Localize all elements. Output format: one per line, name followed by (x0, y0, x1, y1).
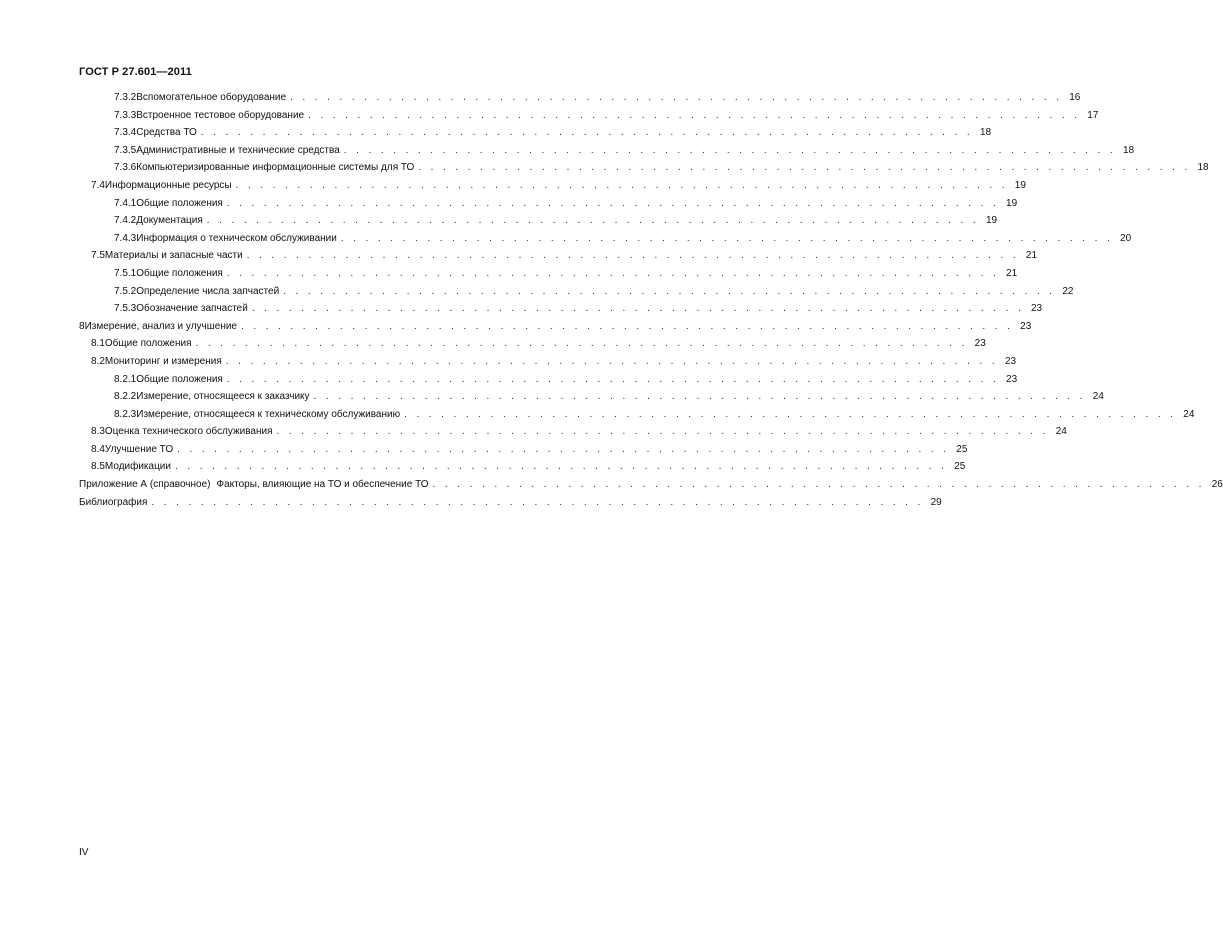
toc-entry[interactable] (79, 162, 1209, 180)
toc-entry-page: 24 (1092, 391, 1104, 403)
toc-entry[interactable] (79, 215, 998, 233)
toc-entry-title: Оценка технического обслуживания (104, 426, 273, 438)
toc-entry[interactable] (79, 250, 1038, 268)
toc-entry-number: 7.5.3 (114, 303, 137, 315)
toc-entry-number: 8.1 (91, 338, 105, 350)
toc-entry-number: 7.4.1 (114, 197, 137, 209)
toc-entry-page: 23 (974, 338, 986, 350)
toc-entry-title: Материалы и запасные части (104, 250, 243, 262)
toc-entry-page: 20 (1120, 232, 1132, 244)
toc-leader-dots: . . . . . . . . . . . . . . . . . . . . . . . . . . . . . . . . . . . . . . . . . . . . . . . . . . . . . . . . . . . . . . . (418, 162, 1191, 174)
toc-entry-number: 7.3.4 (114, 127, 137, 139)
toc-entry[interactable] (79, 197, 1018, 216)
toc-entry-title: Общие положения (136, 197, 223, 209)
toc-leader-dots: . . . . . . . . . . . . . . . . . . . . . . . . . . . . . . . . . . . . . . . . . . . . . . . . . . . . . . . . . . . . . . . (283, 285, 1056, 297)
toc-entry-number: Приложение А (справочное) (79, 479, 211, 491)
toc-entry[interactable] (79, 443, 968, 462)
toc-entry-title: Вспомогательное оборудование (136, 92, 287, 103)
toc-entry-title: Информационные ресурсы (104, 179, 232, 191)
toc-entry-title: Измерение, относящееся к заказчику (136, 391, 310, 403)
toc-entry-title: Средства ТО (136, 127, 197, 139)
toc-entry-page: 21 (1006, 267, 1018, 279)
toc-entry-title: Документация (136, 215, 203, 227)
toc-entry-title: Факторы, влияющие на ТО и обеспечение ТО (216, 479, 429, 491)
toc-entry-page: 19 (1006, 197, 1018, 209)
toc-entry[interactable] (79, 479, 1223, 497)
toc-entry[interactable] (79, 338, 986, 356)
toc-entry-page: 18 (1122, 144, 1135, 156)
toc-entry-page: 23 (1020, 320, 1032, 332)
toc-leader-dots: . . . . . . . . . . . . . . . . . . . . . . . . . . . . . . . . . . . . . . . . . . . . . . . . . . . . . . . . . . . . . . . (308, 109, 1081, 121)
toc-entry[interactable] (79, 303, 1043, 321)
toc-leader-dots: . . . . . . . . . . . . . . . . . . . . . . . . . . . . . . . . . . . . . . . . . . . . . . . . . . . . . . . . . . . . . . . (195, 338, 968, 350)
toc-entry-number: 8.2 (91, 355, 105, 367)
toc-entry-title: Компьютеризированные информационные системы для ТО (136, 162, 415, 174)
toc-entry-title: Определение числа запчастей (136, 285, 280, 297)
toc-entry-title: Встроенное тестовое оборудование (136, 109, 305, 121)
toc-entry-number: 8.2.1 (114, 373, 137, 385)
toc-leader-dots: . . . . . . . . . . . . . . . . . . . . . . . . . . . . . . . . . . . . . . . . . . . . . . . . . . . . . . . . . . . . . . . (241, 320, 1014, 332)
toc-entry-page: 23 (1004, 355, 1017, 367)
toc-entry-page: 24 (1055, 426, 1067, 438)
toc-entry-title: Общие положения (104, 338, 192, 350)
toc-entry-number: 7.5.2 (114, 285, 137, 297)
toc-entry-title: Информация о техническом обслуживании (136, 232, 337, 244)
toc-entry[interactable] (79, 426, 1067, 444)
toc-leader-dots: . . . . . . . . . . . . . . . . . . . . . . . . . . . . . . . . . . . . . . . . . . . . . . . . . . . . . . . . . . . . . . . (226, 197, 1000, 209)
toc-leader-dots: . . . . . . . . . . . . . . . . . . . . . . . . . . . . . . . . . . . . . . . . . . . . . . . . . . . . . . . . . . . . . . . (313, 391, 1086, 403)
toc-entry-number: 7.3.2 (114, 92, 137, 103)
toc-entry[interactable] (79, 391, 1104, 409)
toc-entry-number: 7.5.1 (114, 267, 137, 279)
toc-entry[interactable] (79, 179, 1026, 198)
toc-entry-title: Общие положения (136, 373, 223, 385)
toc-leader-dots: . . . . . . . . . . . . . . . . . . . . . . . . . . . . . . . . . . . . . . . . . . . . . . . . . . . . . . . . . . . . . . . (246, 250, 1020, 262)
toc-entry-page: 16 (1069, 92, 1081, 103)
toc-leader-dots: . . . . . . . . . . . . . . . . . . . . . . . . . . . . . . . . . . . . . . . . . . . . . . . . . . . . . . . . . . . . . . . (290, 92, 1063, 103)
toc-entry-page: 21 (1025, 250, 1038, 262)
toc-entry-title: Измерение, анализ и улучшение (84, 320, 237, 332)
page-number-footer: IV (79, 847, 89, 858)
toc-entry-number: 7.3.5 (114, 144, 137, 156)
toc-entry[interactable] (79, 232, 1132, 251)
table-of-contents (79, 92, 1223, 514)
toc-entry-number: 7.4.2 (114, 215, 137, 227)
toc-entry-number: 7.5 (91, 250, 105, 262)
toc-entry-number: 7.4 (91, 179, 105, 191)
toc-leader-dots: . . . . . . . . . . . . . . . . . . . . . . . . . . . . . . . . . . . . . . . . . . . . . . . . . . . . . . . . . . . . . . . (432, 479, 1205, 491)
toc-entry-title: Обозначение запчастей (136, 303, 248, 315)
toc-entry-page: 22 (1062, 285, 1074, 297)
toc-entry-page: 19 (985, 215, 998, 227)
toc-entry[interactable] (79, 355, 1017, 374)
toc-entry-number: 7.4.3 (114, 232, 137, 244)
toc-entry-page: 18 (1197, 162, 1209, 174)
toc-entry[interactable] (79, 461, 966, 479)
toc-entry[interactable] (79, 92, 1081, 110)
toc-entry-title: Общие положения (136, 267, 223, 279)
toc-entry-title: Улучшение ТО (104, 443, 174, 455)
toc-entry-page: 24 (1183, 408, 1195, 420)
toc-entry-number: 8.4 (91, 443, 105, 455)
toc-entry[interactable] (79, 127, 992, 145)
toc-entry-page: 19 (1014, 179, 1026, 191)
toc-entry[interactable] (79, 144, 1135, 163)
toc-leader-dots: . . . . . . . . . . . . . . . . . . . . . . . . . . . . . . . . . . . . . . . . . . . . . . . . . . . . . . . . . . . . . . . (200, 127, 974, 139)
toc-leader-dots: . . . . . . . . . . . . . . . . . . . . . . . . . . . . . . . . . . . . . . . . . . . . . . . . . . . . . . . . . . . . . . . (226, 267, 1000, 279)
toc-entry-number: 7.3.6 (114, 162, 137, 174)
toc-leader-dots: . . . . . . . . . . . . . . . . . . . . . . . . . . . . . . . . . . . . . . . . . . . . . . . . . . . . . . . . . . . . . . . (251, 303, 1025, 315)
toc-entry-page: 18 (979, 127, 992, 139)
toc-entry[interactable] (79, 267, 1018, 286)
toc-entry[interactable] (79, 496, 942, 515)
toc-leader-dots: . . . . . . . . . . . . . . . . . . . . . . . . . . . . . . . . . . . . . . . . . . . . . . . . . . . . . . . . . . . . . . . (235, 179, 1008, 191)
document-header: ГОСТ Р 27.601—2011 (79, 66, 192, 78)
toc-leader-dots: . . . . . . . . . . . . . . . . . . . . . . . . . . . . . . . . . . . . . . . . . . . . . . . . . . . . . . . . . . . . . . . (343, 144, 1117, 156)
toc-entry-title: Административные и технические средства (136, 144, 340, 156)
toc-entry-title: Мониторинг и измерения (104, 355, 222, 367)
toc-entry-number: 7.3.3 (114, 109, 137, 121)
toc-entry-number: 8.5 (91, 461, 105, 473)
toc-entry[interactable] (79, 109, 1099, 128)
toc-leader-dots: . . . . . . . . . . . . . . . . . . . . . . . . . . . . . . . . . . . . . . . . . . . . . . . . . . . . . . . . . . . . . . . (174, 461, 948, 473)
toc-entry-title: Библиография (79, 496, 148, 508)
toc-entry-number: 8.3 (91, 426, 105, 438)
toc-leader-dots: . . . . . . . . . . . . . . . . . . . . . . . . . . . . . . . . . . . . . . . . . . . . . . . . . . . . . . . . . . . . . . . (276, 426, 1049, 438)
toc-entry-page: 29 (930, 496, 942, 508)
toc-leader-dots: . . . . . . . . . . . . . . . . . . . . . . . . . . . . . . . . . . . . . . . . . . . . . . . . . . . . . . . . . . . . . . . (404, 408, 1177, 420)
toc-entry-page: 26 (1211, 479, 1223, 491)
toc-entry-page: 17 (1087, 109, 1099, 121)
toc-entry[interactable] (79, 373, 1018, 392)
toc-entry[interactable] (79, 320, 1032, 339)
toc-entry[interactable] (79, 285, 1074, 304)
toc-entry-title: Модификации (104, 461, 171, 473)
toc-leader-dots: . . . . . . . . . . . . . . . . . . . . . . . . . . . . . . . . . . . . . . . . . . . . . . . . . . . . . . . . . . . . . . . (226, 373, 1000, 385)
toc-entry-page: 23 (1006, 373, 1018, 385)
toc-entry-number: 8 (79, 320, 85, 332)
toc-entry-title: Измерение, относящееся к техническому обслуживанию (136, 408, 401, 420)
toc-leader-dots: . . . . . . . . . . . . . . . . . . . . . . . . . . . . . . . . . . . . . . . . . . . . . . . . . . . . . . . . . . . . . . . (177, 443, 950, 455)
toc-leader-dots: . . . . . . . . . . . . . . . . . . . . . . . . . . . . . . . . . . . . . . . . . . . . . . . . . . . . . . . . . . . . . . . (206, 215, 980, 227)
toc-entry-page: 25 (956, 443, 968, 455)
toc-entry-number: 8.2.3 (114, 408, 137, 420)
toc-leader-dots: . . . . . . . . . . . . . . . . . . . . . . . . . . . . . . . . . . . . . . . . . . . . . . . . . . . . . . . . . . . . . . . (151, 496, 924, 508)
toc-entry-page: 25 (954, 461, 966, 473)
toc-entry[interactable] (79, 408, 1195, 427)
toc-entry-page: 23 (1031, 303, 1043, 315)
toc-entry-number: 8.2.2 (114, 391, 137, 403)
toc-leader-dots: . . . . . . . . . . . . . . . . . . . . . . . . . . . . . . . . . . . . . . . . . . . . . . . . . . . . . . . . . . . . . . . (340, 232, 1114, 244)
toc-leader-dots: . . . . . . . . . . . . . . . . . . . . . . . . . . . . . . . . . . . . . . . . . . . . . . . . . . . . . . . . . . . . . . . (225, 355, 999, 367)
